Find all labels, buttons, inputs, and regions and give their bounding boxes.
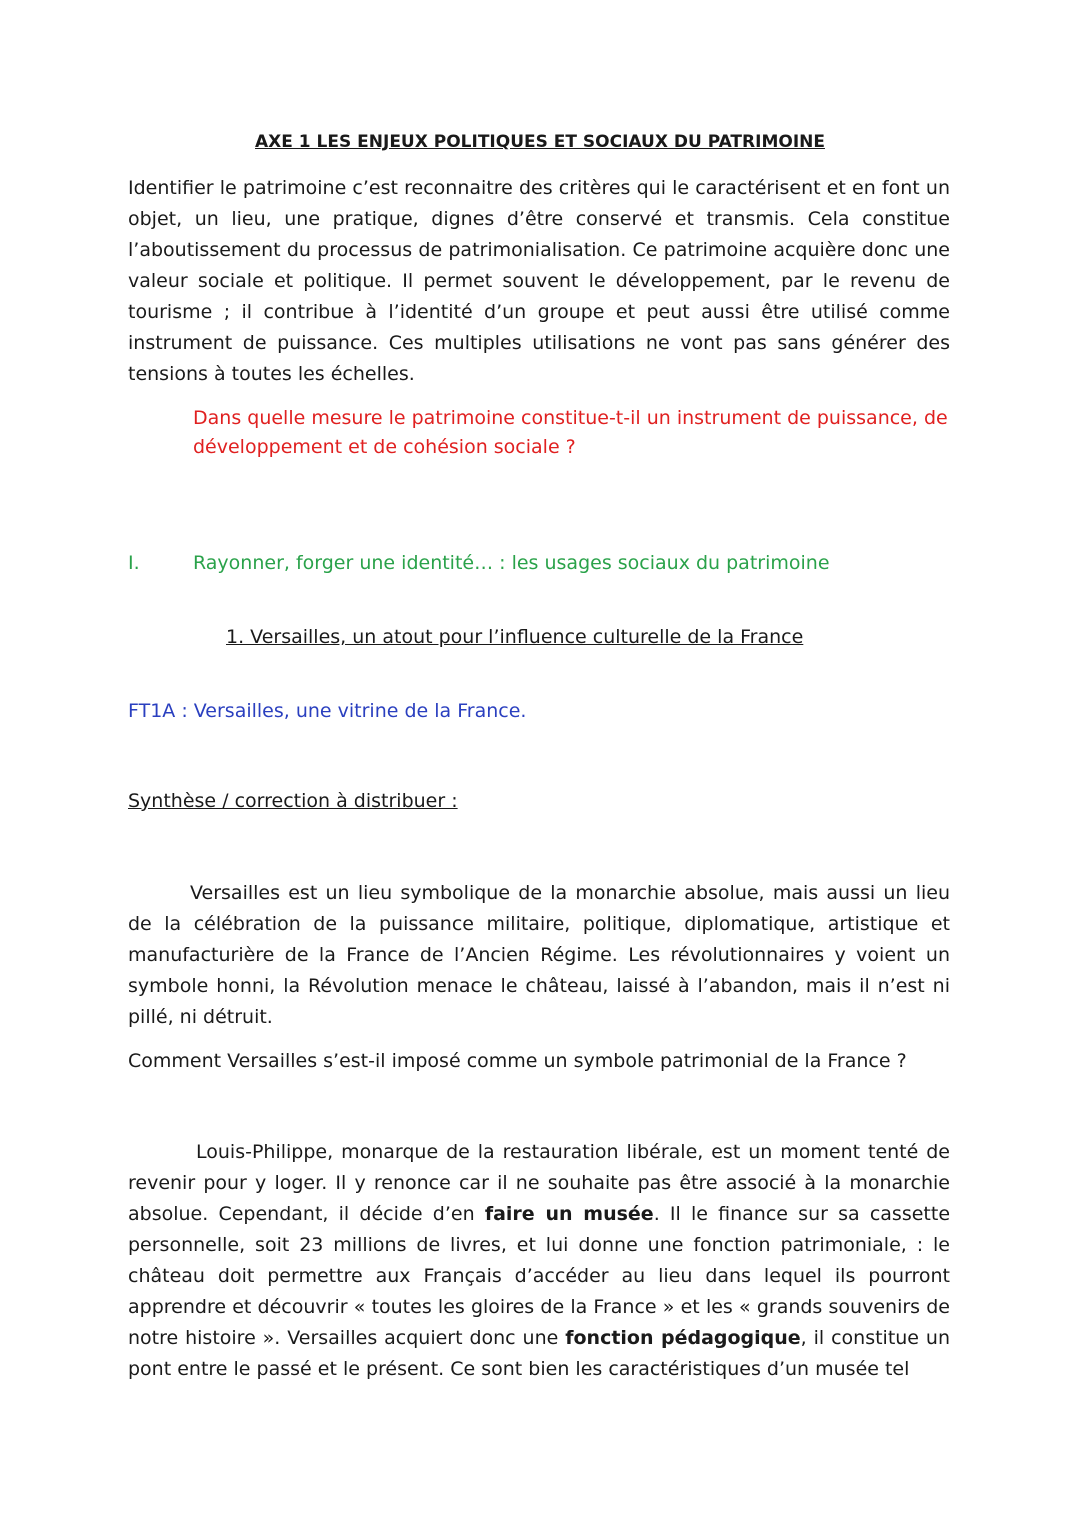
section-title: Rayonner, forger une identité… : les usages sociaux du patrimoine [193,552,830,574]
synthesis-heading: Synthèse / correction à distribuer : [128,790,458,812]
paragraph-question: Comment Versailles s’est-il imposé comme un symbole patrimonial de la France ? [128,1050,907,1072]
page-title: AXE 1 LES ENJEUX POLITIQUES ET SOCIAUX DU PATRIMOINE [255,132,825,152]
intro-paragraph: Identifier le patrimoine c’est reconnaitre des critères qui le caractérisent et en font un objet, un lieu, une pratique, dignes d’être conservé et transmis. Cela constitue l’aboutissement du processus de patrimonialisation. Ce patrimoine acquière donc une valeur sociale et politique. Il permet souvent le développement, par le revenu de tourisme ; il contribue à l’identité d’un groupe et peut aussi être utilisé comme instrument de puissance. Ces multiples utilisations ne vont pas sans générer des tensions à toutes les échelles. [128,177,950,385]
worksheet-reference: FT1A : Versailles, une vitrine de la France. [128,700,527,722]
text-run: . Il le finance sur sa cassette personnelle, soit 23 millions de livres, et lui donne une fonction patrimoniale, : le château doit permettre aux Français d’accéder au lieu dans lequel ils pourront apprendre et découvrir « toutes les gloires de la France » et les « grands souvenirs de notre histoire ». Versailles acquiert donc une [128,1203,951,1349]
paragraph-louis-philippe [128,1137,950,1385]
bold-term: fonction pédagogique [565,1327,801,1349]
bold-term: faire un musée [484,1203,654,1225]
paragraph-versailles-symbol: Versailles est un lieu symbolique de la monarchie absolue, mais aussi un lieu de la célébration de la puissance militaire, politique, diplomatique, artistique et manufacturière de la France de l’Ancien Régime. Les révolutionnaires y voient un symbole honni, la Révolution menace le château, laissé à l’abandon, mais il n’est ni pillé, ni détruit. [128,882,950,1028]
section-number: I. [128,552,140,574]
subsection-title: 1. Versailles, un atout pour l’influence culturelle de la France [226,626,804,648]
text-run: , il constitue un pont entre le passé et le présent. Ce sont bien les caractéristiques d’un musée tel [128,1327,950,1380]
problematic-question: Dans quelle mesure le patrimoine constitue-t-il un instrument de puissance, de développement et de cohésion sociale ? [193,407,948,458]
text-run: Louis-Philippe, monarque de la restauration libérale, est un moment tenté de revenir pour y loger. Il y renonce car il ne souhaite pas être associé à la monarchie absolue. Cependant, il décide d’en [128,1141,950,1225]
